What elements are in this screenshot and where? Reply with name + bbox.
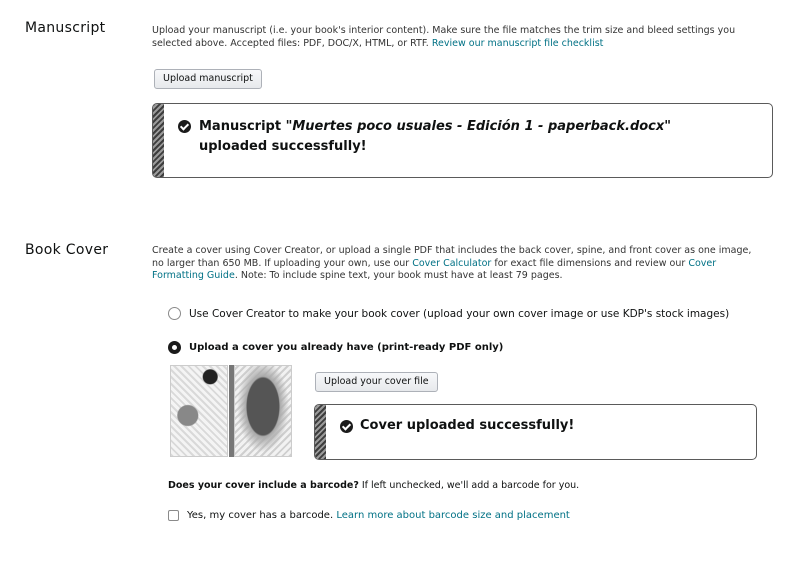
barcode-question (168, 480, 579, 491)
manuscript-filename: Muertes poco usuales - Edición 1 - paperback.docx (292, 119, 665, 134)
manuscript-success-alert (152, 103, 773, 178)
alert-stripe (153, 104, 164, 177)
barcode-learn-more-link[interactable]: Learn more about barcode size and placement (336, 510, 570, 521)
cover-calculator-link[interactable]: Cover Calculator (412, 257, 492, 269)
cover-formatting-guide-link[interactable]: Cover Formatting Guide (152, 257, 717, 281)
cover-desc-part2: for exact file dimensions and review our (494, 257, 686, 269)
alert-suffix: " uploaded successfully! (199, 119, 672, 154)
cover-creator-option[interactable] (168, 307, 729, 320)
manuscript-checklist-link[interactable]: Review our manuscript file checklist (431, 37, 604, 49)
book-cover-description (152, 245, 762, 283)
upload-cover-option[interactable] (168, 341, 503, 354)
cover-success-alert (314, 404, 757, 460)
cover-desc-part1: Create a cover using Cover Creator, or upload a single PDF that includes the back cover, spine, and front cover as one image, no larger than 650 MB. If uploading your own, use our (152, 245, 752, 269)
book-cover-section-title: Book Cover (25, 242, 109, 258)
cover-front-thumbnail (234, 365, 292, 457)
barcode-option[interactable] (168, 510, 570, 521)
barcode-hint: If left unchecked, we'll add a barcode for you. (361, 480, 580, 491)
alert-prefix: Manuscript " (199, 119, 293, 134)
barcode-checkbox-label: Yes, my cover has a barcode. (187, 510, 334, 521)
cover-creator-label: Use Cover Creator to make your book cover (upload your own cover image or use KDP's stock images) (189, 307, 730, 320)
upload-manuscript-button[interactable]: Upload manuscript (154, 69, 262, 89)
manuscript-alert-message (199, 117, 739, 157)
cover-back-thumbnail (170, 365, 228, 457)
upload-cover-label: Upload a cover you already have (print-ready PDF only) (189, 342, 504, 353)
upload-cover-radio[interactable] (168, 341, 181, 354)
success-check-icon (340, 420, 353, 433)
cover-creator-radio[interactable] (168, 307, 181, 320)
cover-desc-part3: . Note: To include spine text, your book must have at least 79 pages. (234, 270, 563, 281)
manuscript-description-text: Upload your manuscript (i.e. your book's interior content). Make sure the file matches the trim size and bleed settings you selected above. Accepted files: PDF, DOC/X, HTML, or RTF. (152, 25, 736, 49)
barcode-question-label: Does your cover include a barcode? (168, 480, 359, 491)
upload-cover-file-button[interactable]: Upload your cover file (315, 372, 438, 392)
success-check-icon (178, 120, 191, 133)
alert-stripe (315, 405, 326, 459)
manuscript-section-title: Manuscript (25, 20, 106, 36)
barcode-checkbox[interactable] (168, 510, 179, 521)
manuscript-description (152, 25, 762, 50)
cover-alert-message: Cover uploaded successfully! (360, 418, 575, 433)
